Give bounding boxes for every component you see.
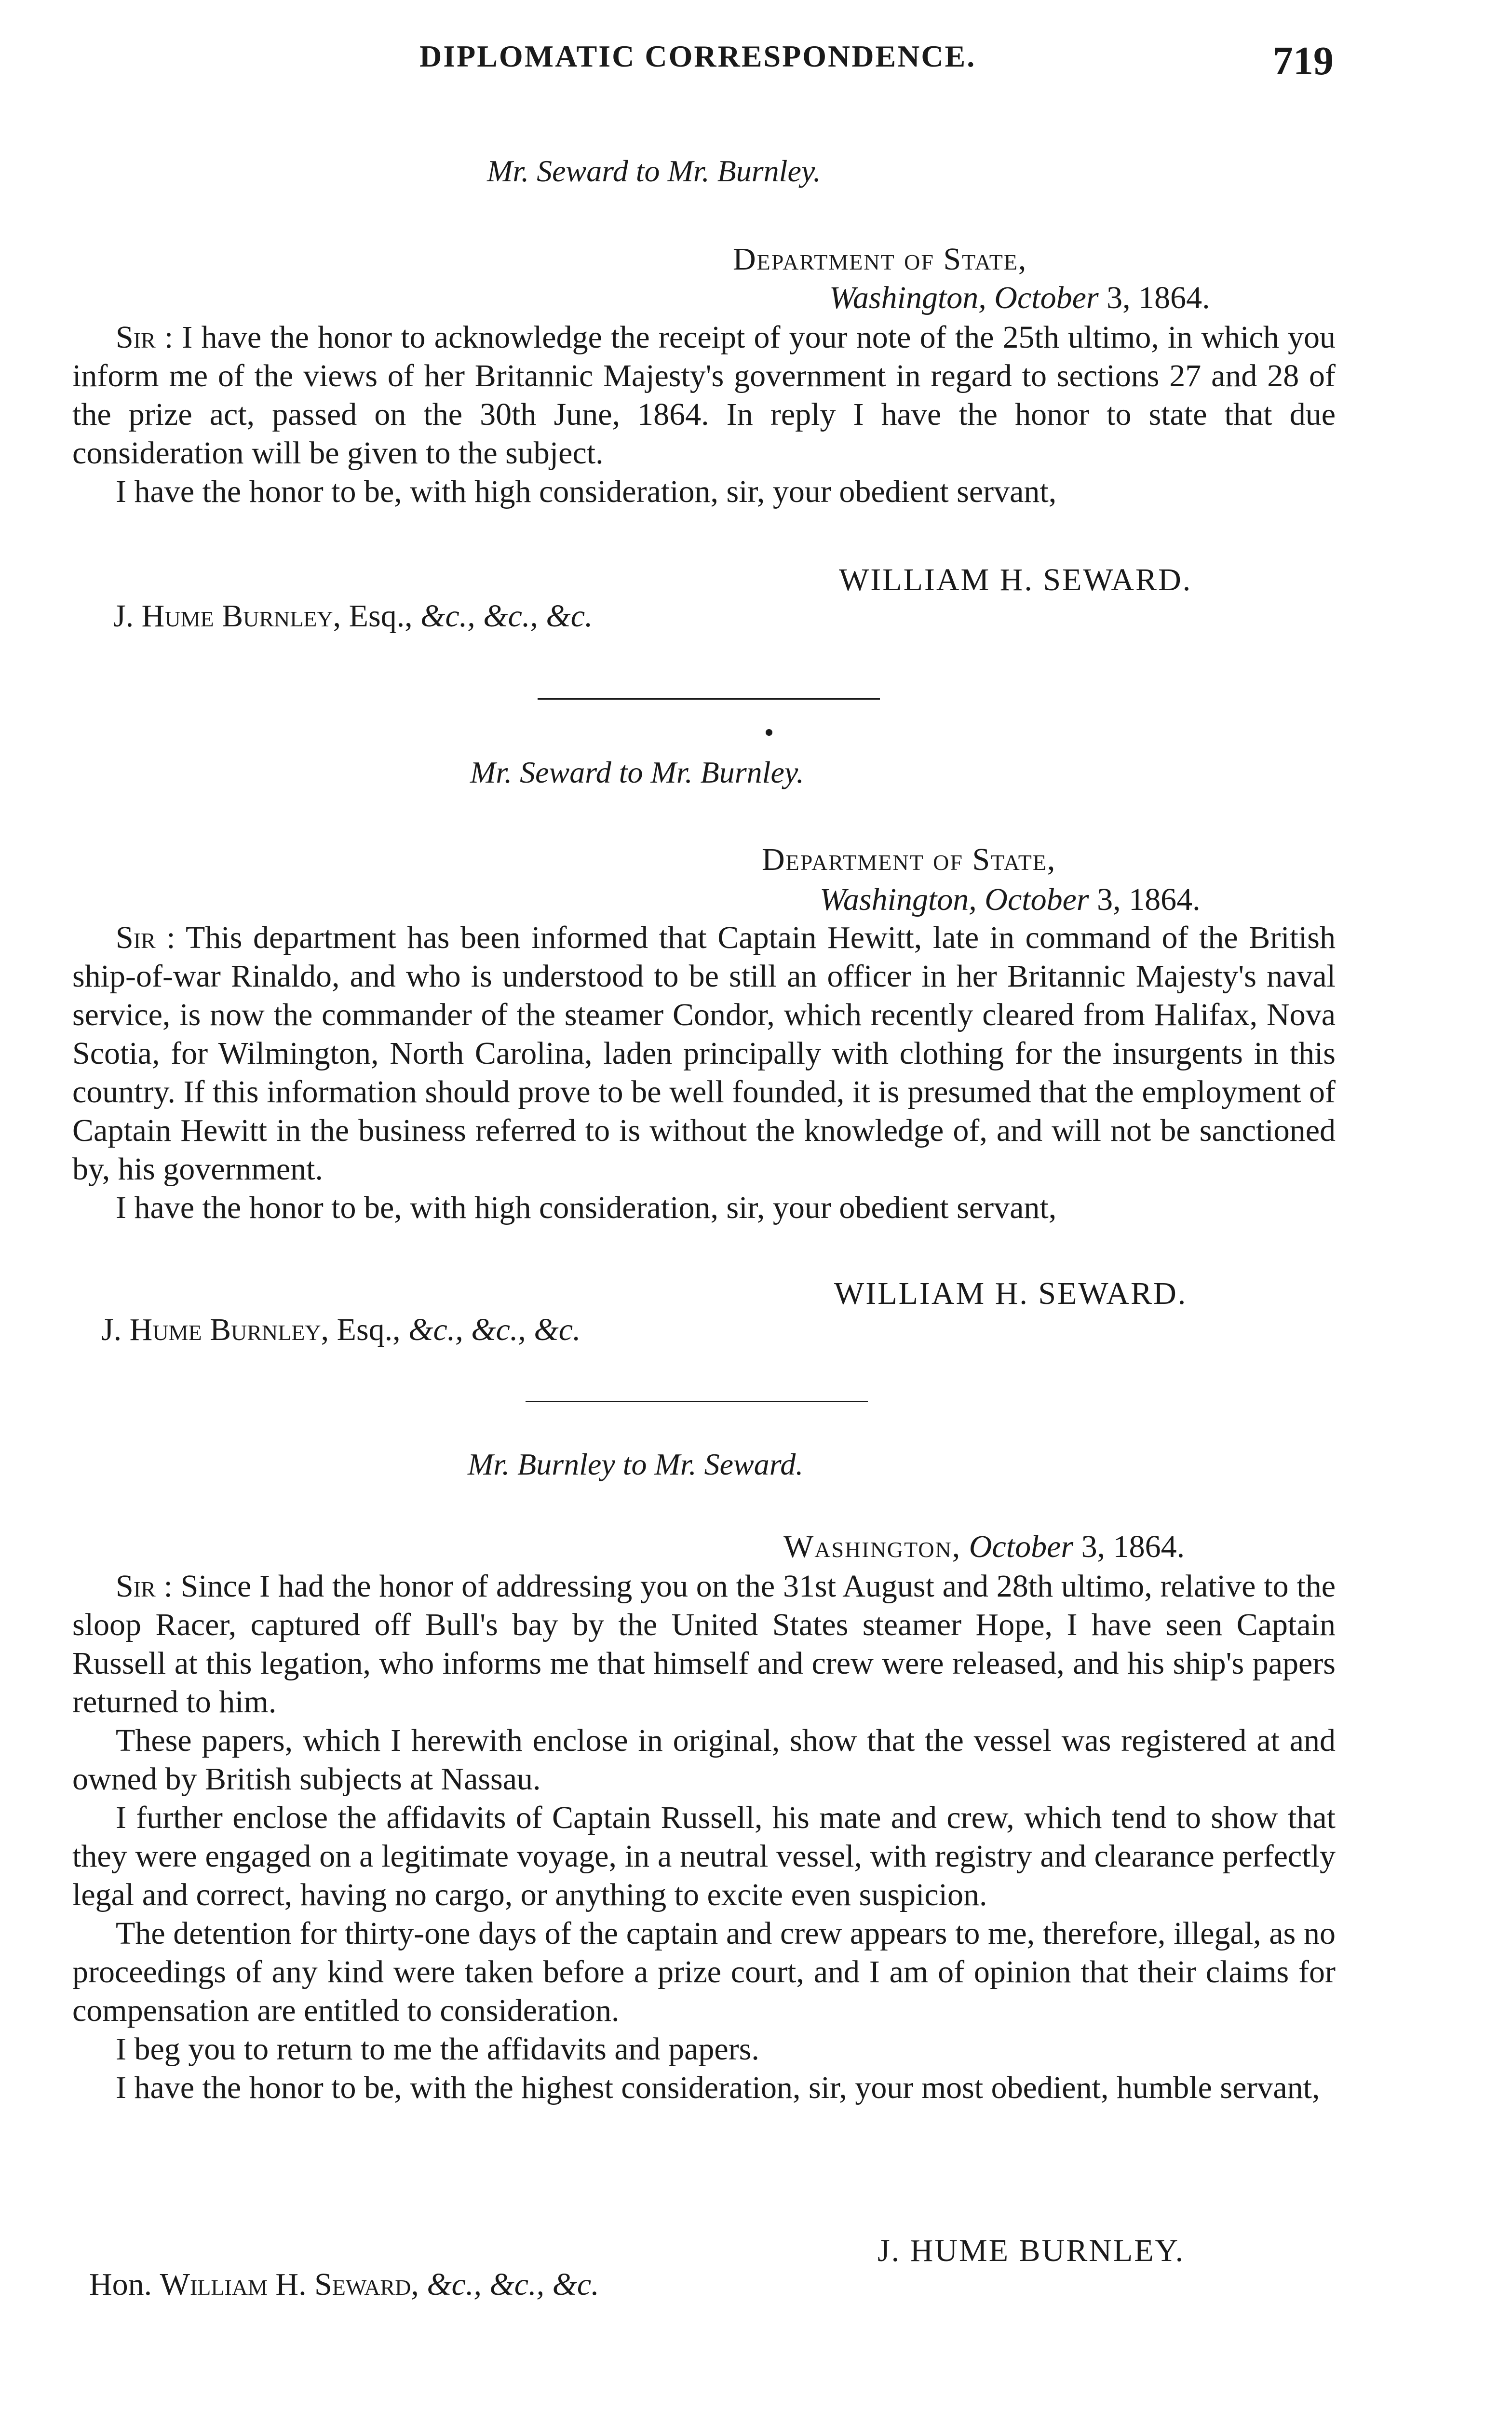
letter-1-signature: WILLIAM H. SEWARD. — [839, 562, 1192, 597]
letter-1-salutation: Sir : — [116, 320, 174, 355]
letter-3-dateline: Washington, October 3, 1864. — [783, 1529, 1185, 1564]
letter-3-address-name: William H. Seward — [160, 2267, 411, 2302]
page-number: 719 — [1273, 39, 1334, 83]
letter-2-address: J. Hume Burnley, Esq., &c., &c., &c. — [101, 1312, 581, 1347]
letter-2-salutation: Sir : — [116, 920, 176, 955]
letter-1-dateline-rest: 3, 1864. — [1098, 280, 1210, 315]
letter-3-signature: J. HUME BURNLEY. — [878, 2233, 1185, 2268]
letter-2-body — [72, 919, 1336, 1227]
section-divider-1 — [538, 698, 880, 700]
letter-1-dateline-department: Department of State, — [733, 242, 1027, 277]
letter-1-address: J. Hume Burnley, Esq., &c., &c., &c. — [113, 598, 593, 634]
letter-2-title: Mr. Seward to Mr. Burnley. — [470, 755, 804, 789]
letter-1-paragraph-2: I have the honor to be, with high consideration, sir, your obedient servant, — [116, 474, 1057, 509]
letter-2-dateline-place: Washington, October — [820, 882, 1089, 917]
letter-2-paragraph-1: Sir : This department has been informed that Captain Hewitt, late in command of the British ship-of-war Rinaldo, and who is understood to be still an officer in her Britannic Majesty's naval service, is now the commander of the steamer Condor, which recently cleared from Halifax, Nova Scotia, for Wilmington, North Carolina, laden principally with clothing for the insurgents in this country. If this information should prove to be well founded, it is presumed that the employment of Captain Hewitt in the business referred to is without the knowledge of, and will not be sanctioned by, his government. — [72, 920, 1336, 1187]
letter-3-paragraph-3: I further enclose the affidavits of Captain Russell, his mate and crew, which tend to show that they were engaged on a legitimate voyage, in a neutral vessel, with registry and clearance perfectly legal and correct, having no cargo, or anything to excite even suspicion. — [72, 1800, 1336, 1912]
letter-2-dateline-rest: 3, 1864. — [1089, 882, 1201, 917]
running-header: DIPLOMATIC CORRESPONDENCE. — [419, 39, 976, 73]
letter-3-paragraph-2: These papers, which I herewith enclose in original, show that the vessel was registered at and owned by British subjects at Nassau. — [72, 1723, 1336, 1797]
letter-3-title: Mr. Burnley to Mr. Seward. — [468, 1447, 804, 1481]
letter-3-address: Hon. William H. Seward, &c., &c., &c. — [89, 2267, 599, 2302]
print-mark-dot — [766, 729, 772, 736]
letter-1-dateline-place: Washington, October — [829, 280, 1099, 315]
letter-3-paragraph-5: I beg you to return to me the affidavits and papers. — [116, 2032, 759, 2067]
letter-3-body — [72, 1567, 1336, 2107]
letter-1-address-name: J. Hume Burnley — [113, 598, 333, 634]
letter-3-paragraph-6: I have the honor to be, with the highest consideration, sir, your most obedient, humble servant, — [116, 2070, 1320, 2105]
letter-1-paragraph-1: Sir : I have the honor to acknowledge the receipt of your note of the 25th ultimo, in which you inform me of the views of her Britannic Majesty's government in regard to sections 27 and 28 of the prize act, passed on the 30th June, 1864. In reply I have the honor to state that due consideration will be given to the subject. — [72, 320, 1336, 471]
letter-3-dateline-place: Washington, — [783, 1529, 961, 1564]
letter-2-address-name: J. Hume Burnley — [101, 1312, 321, 1347]
letter-2-paragraph-2: I have the honor to be, with high consideration, sir, your obedient servant, — [116, 1190, 1057, 1225]
letter-2-signature: WILLIAM H. SEWARD. — [834, 1276, 1188, 1311]
letter-3-paragraph-1: Sir : Since I had the honor of addressing you on the 31st August and 28th ultimo, relative to the sloop Racer, captured off Bull's bay by the United States steamer Hope, I have seen Captain Russell at this legation, who informs me that himself and crew were released, and his ship's papers returned to him. — [72, 1569, 1336, 1720]
section-divider-2 — [526, 1401, 868, 1402]
letter-3-paragraph-4: The detention for thirty-one days of the captain and crew appears to me, therefore, illegal, as no proceedings of any kind were taken before a prize court, and I am of opinion that their claims for compensation are entitled to consideration. — [72, 1916, 1336, 2028]
letter-1-body — [72, 318, 1336, 511]
letter-1-dateline-date — [829, 280, 1210, 316]
letter-2-dateline-department: Department of State, — [762, 842, 1056, 877]
letter-1-title: Mr. Seward to Mr. Burnley. — [487, 154, 821, 188]
letter-2-dateline-date — [820, 881, 1201, 918]
letter-3-salutation: Sir : — [116, 1569, 173, 1604]
